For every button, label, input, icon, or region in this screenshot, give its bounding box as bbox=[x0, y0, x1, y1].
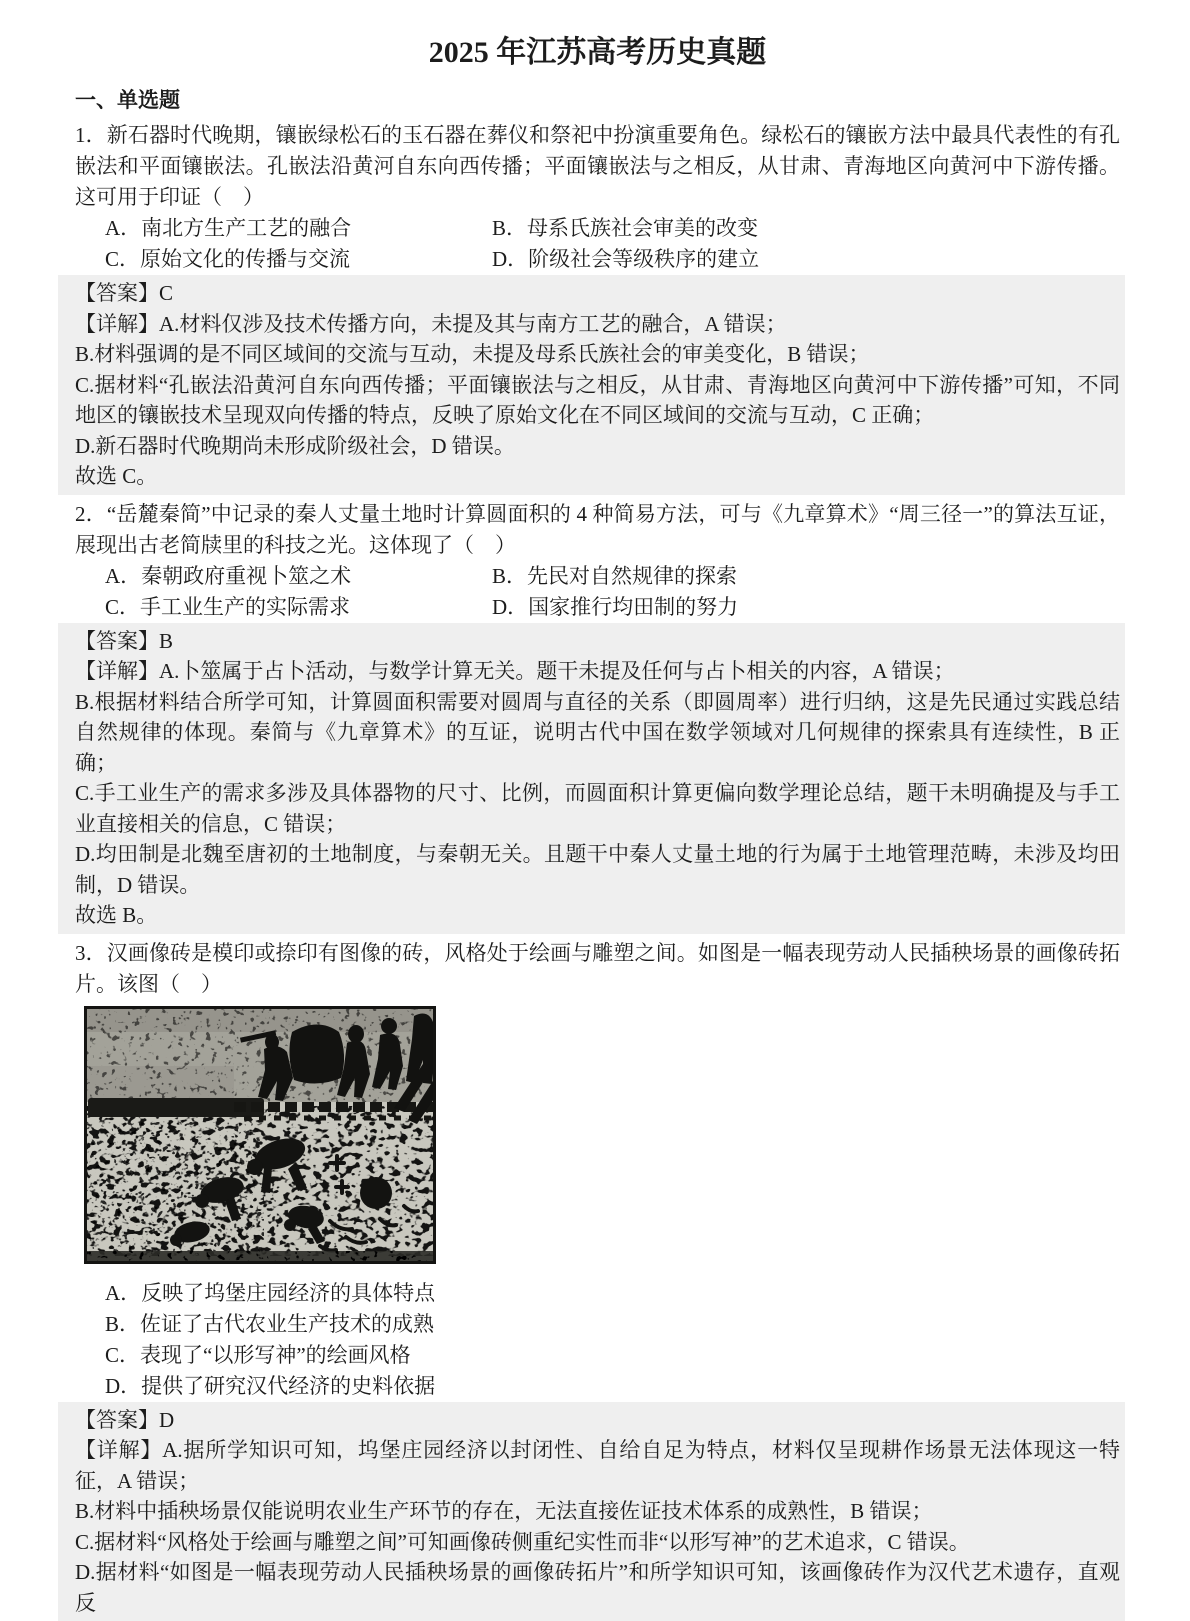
answer-line: 【答案】D bbox=[75, 1405, 1120, 1436]
analysis-line: C.据材料“风格处于绘画与雕塑之间”可知画像砖侧重纪实性而非“以形写神”的艺术追求，C 错误。 bbox=[75, 1527, 1120, 1558]
option-d: D．国家推行均田制的努力 bbox=[492, 592, 1120, 623]
question-3-options bbox=[105, 1278, 1120, 1402]
analysis-line: D.新石器时代晚期尚未形成阶级社会，D 错误。 bbox=[75, 431, 1120, 462]
answer-line: 【答案】C bbox=[75, 278, 1120, 309]
section-heading: 一、单选题 bbox=[75, 90, 1120, 112]
analysis-line: 【详解】A.卜筮属于占卜活动，与数学计算无关。题干未提及任何与占卜相关的内容，A 错误； bbox=[75, 656, 1120, 687]
analysis-line: C.手工业生产的需求多涉及具体器物的尺寸、比例，而圆面积计算更偏向数学理论总结，题干未明确提及与手工业直接相关的信息，C 错误； bbox=[75, 778, 1120, 839]
option-b: B．佐证了古代农业生产技术的成熟 bbox=[105, 1309, 1120, 1340]
option-a: A．秦朝政府重视卜筮之术 bbox=[105, 561, 492, 592]
page-title: 2025 年江苏高考历史真题 bbox=[75, 36, 1120, 70]
analysis-line: 故选 C。 bbox=[75, 461, 1120, 492]
question-1-options bbox=[105, 213, 1120, 275]
answer-block-1 bbox=[58, 275, 1125, 495]
answer-line: 【答案】B bbox=[75, 626, 1120, 657]
question-2-options bbox=[105, 561, 1120, 623]
answer-block-3 bbox=[58, 1402, 1125, 1621]
option-d: D．阶级社会等级秩序的建立 bbox=[492, 244, 1120, 275]
analysis-line: 【详解】A.材料仅涉及技术传播方向，未提及其与南方工艺的融合，A 错误； bbox=[75, 309, 1120, 340]
analysis-line: B.材料中插秧场景仅能说明农业生产环节的存在，无法直接佐证技术体系的成熟性，B 错误； bbox=[75, 1496, 1120, 1527]
option-b: B．母系氏族社会审美的改变 bbox=[492, 213, 1120, 244]
analysis-line: D.均田制是北魏至唐初的土地制度，与秦朝无关。且题干中秦人丈量土地的行为属于土地管理范畴，未涉及均田制，D 错误。 bbox=[75, 839, 1120, 900]
answer-block-2 bbox=[58, 623, 1125, 934]
option-c: C．表现了“以形写神”的绘画风格 bbox=[105, 1340, 1120, 1371]
option-b: B．先民对自然规律的探索 bbox=[492, 561, 1120, 592]
question-3-stem: 3．汉画像砖是模印或捺印有图像的砖，风格处于绘画与雕塑之间。如图是一幅表现劳动人民插秧场景的画像砖拓片。该图（ ） bbox=[75, 938, 1120, 1000]
option-a: A．南北方生产工艺的融合 bbox=[105, 213, 492, 244]
analysis-line: D.据材料“如图是一幅表现劳动人民插秧场景的画像砖拓片”和所学知识可知，该画像砖作为汉代艺术遗存，直观反 bbox=[75, 1557, 1120, 1618]
option-d: D．提供了研究汉代经济的史料依据 bbox=[105, 1371, 1120, 1402]
option-c: C．原始文化的传播与交流 bbox=[105, 244, 492, 275]
analysis-line: 故选 B。 bbox=[75, 900, 1120, 931]
han-brick-rubbing-image bbox=[84, 1006, 436, 1264]
analysis-line: C.据材料“孔嵌法沿黄河自东向西传播；平面镶嵌法与之相反，从甘肃、青海地区向黄河中下游传播”可知，不同地区的镶嵌技术呈现双向传播的特点，反映了原始文化在不同区域间的交流与互动，C 正确； bbox=[75, 370, 1120, 431]
question-1-stem: 1．新石器时代晚期，镶嵌绿松石的玉石器在葬仪和祭祀中扮演重要角色。绿松石的镶嵌方法中最具代表性的有孔嵌法和平面镶嵌法。孔嵌法沿黄河自东向西传播；平面镶嵌法与之相反，从甘肃、青海地区向黄河中下游传播。这可用于印证（ ） bbox=[75, 120, 1120, 213]
analysis-line: 【详解】A.据所学知识可知，坞堡庄园经济以封闭性、自给自足为特点，材料仅呈现耕作场景无法体现这一特征，A 错误； bbox=[75, 1435, 1120, 1496]
option-c: C．手工业生产的实际需求 bbox=[105, 592, 492, 623]
option-a: A．反映了坞堡庄园经济的具体特点 bbox=[105, 1278, 1120, 1309]
rubbing-svg bbox=[84, 1006, 436, 1264]
analysis-line: B.根据材料结合所学可知，计算圆面积需要对圆周与直径的关系（即圆周率）进行归纳，这是先民通过实践总结自然规律的体现。秦简与《九章算术》的互证，说明古代中国在数学领域对几何规律的探索具有连续性，B 正确； bbox=[75, 687, 1120, 779]
question-2-stem: 2．“岳麓秦简”中记录的秦人丈量土地时计算圆面积的 4 种简易方法，可与《九章算术》“周三径一”的算法互证，展现出古老简牍里的科技之光。这体现了（ ） bbox=[75, 499, 1120, 561]
analysis-line: B.材料强调的是不同区域间的交流与互动，未提及母系氏族社会的审美变化，B 错误； bbox=[75, 339, 1120, 370]
